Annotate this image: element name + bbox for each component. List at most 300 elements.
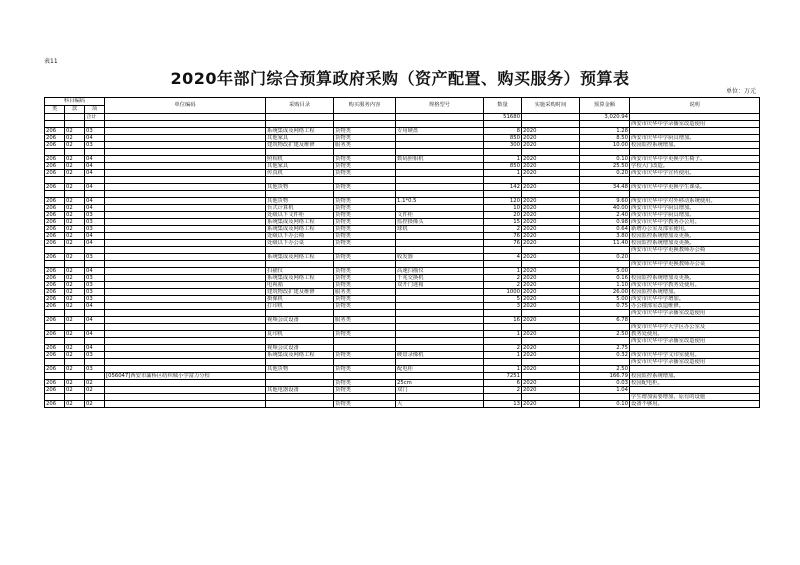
cell-amount: 0.98 bbox=[580, 219, 630, 226]
cell-spec: 监控摄像头 bbox=[396, 219, 484, 226]
cell-note: 新增办公室及部室使用。 bbox=[630, 226, 760, 233]
cell-qty: 2 bbox=[484, 387, 522, 394]
cell-note: 校园监控系统增加。 bbox=[630, 289, 760, 296]
cell-spec: 大 bbox=[396, 401, 484, 408]
cell-amount: 10.00 bbox=[580, 142, 630, 149]
cell-kuan: 02 bbox=[65, 282, 85, 289]
cell-lei: 206 bbox=[45, 282, 65, 289]
cell-service: 货物类 bbox=[334, 128, 396, 135]
cell-lei: 206 bbox=[45, 254, 65, 261]
cell-xiang bbox=[85, 261, 105, 268]
table-row bbox=[45, 289, 760, 296]
cell-amount: 8.50 bbox=[580, 135, 630, 142]
cell-spec bbox=[396, 289, 484, 296]
cell-spec bbox=[396, 184, 484, 191]
cell-amount: 40.00 bbox=[580, 205, 630, 212]
cell-unit-code bbox=[105, 380, 266, 387]
cell-kuan: 02 bbox=[65, 289, 85, 296]
cell-service bbox=[334, 191, 396, 198]
cell-spec: 收发器 bbox=[396, 254, 484, 261]
table-row bbox=[45, 184, 760, 191]
cell-unit-code bbox=[105, 317, 266, 324]
table-row bbox=[45, 282, 760, 289]
cell-xiang: 04 bbox=[85, 233, 105, 240]
cell-time: 2020 bbox=[522, 240, 580, 247]
cell-time bbox=[522, 394, 580, 401]
cell-xiang: 04 bbox=[85, 303, 105, 310]
table-row bbox=[45, 247, 760, 254]
cell-note: 西安市庆华中学厨具增加。 bbox=[630, 205, 760, 212]
cell-catalog: 处级以下办公椅 bbox=[266, 233, 334, 240]
cell-lei bbox=[45, 310, 65, 317]
cell-spec: 高速扫描仪 bbox=[396, 268, 484, 275]
cell-kuan: 02 bbox=[65, 212, 85, 219]
cell-kuan bbox=[65, 394, 85, 401]
cell-spec bbox=[396, 121, 484, 128]
cell-service bbox=[334, 247, 396, 254]
cell-xiang: 04 bbox=[85, 317, 105, 324]
cell-xiang: 04 bbox=[85, 135, 105, 142]
cell-lei bbox=[45, 338, 65, 345]
cell-kuan: 02 bbox=[65, 254, 85, 261]
cell-service: 货物类 bbox=[334, 233, 396, 240]
cell-catalog: 打印机 bbox=[266, 303, 334, 310]
cell-unit-code bbox=[105, 156, 266, 163]
cell-qty: 16 bbox=[484, 317, 522, 324]
cell-qty bbox=[484, 149, 522, 156]
cell-qty bbox=[484, 177, 522, 184]
cell-time: 2020 bbox=[522, 156, 580, 163]
cell-spec bbox=[396, 338, 484, 345]
cell-service: 货物类 bbox=[334, 303, 396, 310]
cell-qty: 3 bbox=[484, 303, 522, 310]
cell-amount bbox=[580, 191, 630, 198]
cell-note: 西安市庆华中学厨具增加。 bbox=[630, 135, 760, 142]
cell-catalog: 系统集成及网络工程 bbox=[266, 352, 334, 359]
cell-lei: 206 bbox=[45, 212, 65, 219]
cell-lei: 206 bbox=[45, 401, 65, 408]
cell-unit-code bbox=[105, 184, 266, 191]
cell-amount: 1.04 bbox=[580, 387, 630, 394]
cell-xiang: 04 bbox=[85, 268, 105, 275]
cell-note: 教务处使用。 bbox=[630, 331, 760, 338]
cell-xiang bbox=[85, 177, 105, 184]
cell-service bbox=[334, 359, 396, 366]
table-row bbox=[45, 317, 760, 324]
cell-catalog: 其他家具 bbox=[266, 163, 334, 170]
cell-note: 设备不够用。 bbox=[630, 401, 760, 408]
cell-catalog: 系统集成及网络工程 bbox=[266, 275, 334, 282]
cell-time bbox=[522, 310, 580, 317]
cell-note: 西安市庆华中学录播室改造使用 bbox=[630, 359, 760, 366]
cell-service: 货物类 bbox=[334, 268, 396, 275]
cell-qty: 850 bbox=[484, 163, 522, 170]
table-row bbox=[45, 296, 760, 303]
cell-spec bbox=[396, 191, 484, 198]
cell-note: 校园监控系统增加及更换。 bbox=[630, 275, 760, 282]
cell-lei: 206 bbox=[45, 303, 65, 310]
cell-amount: 2.50 bbox=[580, 366, 630, 373]
cell-kuan: 02 bbox=[65, 380, 85, 387]
cell-xiang bbox=[85, 149, 105, 156]
cell-time: 2020 bbox=[522, 170, 580, 177]
table-row bbox=[45, 310, 760, 317]
cell-spec: 配电柜 bbox=[396, 366, 484, 373]
cell-xiang bbox=[85, 121, 105, 128]
cell-lei: 206 bbox=[45, 380, 65, 387]
cell-kuan: 02 bbox=[65, 128, 85, 135]
cell-unit-code bbox=[105, 198, 266, 205]
cell-amount: 6.78 bbox=[580, 317, 630, 324]
cell-spec: 球机 bbox=[396, 226, 484, 233]
cell-service: 货物类 bbox=[334, 163, 396, 170]
cell-spec bbox=[396, 233, 484, 240]
cell-note: 西安市庆华中学文印室使用。 bbox=[630, 352, 760, 359]
cell-qty: 76 bbox=[484, 240, 522, 247]
cell-time bbox=[522, 359, 580, 366]
cell-service bbox=[334, 338, 396, 345]
cell-xiang: 03 bbox=[85, 275, 105, 282]
cell-time: 2020 bbox=[522, 317, 580, 324]
cell-note: 学校大门改造。 bbox=[630, 163, 760, 170]
table-row bbox=[45, 170, 760, 177]
cell-unit-code bbox=[105, 324, 266, 331]
cell-time: 2020 bbox=[522, 142, 580, 149]
cell-qty: 1 bbox=[484, 331, 522, 338]
cell-spec: 25cm bbox=[396, 380, 484, 387]
cell-xiang: 04 bbox=[85, 156, 105, 163]
table-row bbox=[45, 394, 760, 401]
cell-lei: 206 bbox=[45, 219, 65, 226]
table-row bbox=[45, 114, 760, 121]
cell-catalog bbox=[266, 310, 334, 317]
cell-kuan: 02 bbox=[65, 317, 85, 324]
cell-kuan bbox=[65, 121, 85, 128]
cell-service bbox=[334, 177, 396, 184]
cell-xiang bbox=[85, 394, 105, 401]
cell-amount: 0.64 bbox=[580, 226, 630, 233]
cell-note: 西安市庆华中学厨具增加。 bbox=[630, 212, 760, 219]
cell-unit-code bbox=[105, 149, 266, 156]
header-subject-code: 科目编码 bbox=[45, 98, 105, 106]
cell-amount: 166.79 bbox=[580, 373, 630, 380]
cell-qty bbox=[484, 247, 522, 254]
cell-lei bbox=[45, 324, 65, 331]
table-row bbox=[45, 177, 760, 184]
cell-time bbox=[522, 114, 580, 121]
cell-amount: 0.10 bbox=[580, 401, 630, 408]
cell-unit-code bbox=[105, 275, 266, 282]
cell-unit-code bbox=[105, 205, 266, 212]
header-qty: 数量 bbox=[484, 98, 522, 114]
cell-service bbox=[334, 149, 396, 156]
cell-qty bbox=[484, 338, 522, 345]
cell-spec bbox=[396, 149, 484, 156]
cell-xiang: 03 bbox=[85, 212, 105, 219]
cell-catalog: 处级以下文件柜 bbox=[266, 212, 334, 219]
cell-qty: 300 bbox=[484, 142, 522, 149]
cell-qty: 7251 bbox=[484, 373, 522, 380]
cell-unit-code bbox=[105, 338, 266, 345]
cell-lei: 206 bbox=[45, 387, 65, 394]
table-row bbox=[45, 191, 760, 198]
cell-service: 货物类 bbox=[334, 380, 396, 387]
cell-amount bbox=[580, 247, 630, 254]
cell-catalog: 其他电器设备 bbox=[266, 387, 334, 394]
header-catalog: 采购目录 bbox=[266, 98, 334, 114]
cell-kuan: 02 bbox=[65, 275, 85, 282]
cell-spec: 1.1*0.5 bbox=[396, 198, 484, 205]
cell-note: 西安市庆华中学录播室改造使用 bbox=[630, 121, 760, 128]
cell-spec bbox=[396, 114, 484, 121]
cell-xiang: 03 bbox=[85, 352, 105, 359]
cell-service: 货物类 bbox=[334, 254, 396, 261]
cell-catalog bbox=[266, 177, 334, 184]
cell-amount bbox=[580, 121, 630, 128]
cell-unit-code bbox=[105, 226, 266, 233]
cell-qty: 1 bbox=[484, 268, 522, 275]
cell-catalog: 电视箱 bbox=[266, 282, 334, 289]
cell-catalog: 其他货物 bbox=[266, 184, 334, 191]
cell-spec bbox=[396, 296, 484, 303]
cell-qty bbox=[484, 359, 522, 366]
cell-catalog: 视频会议设备 bbox=[266, 317, 334, 324]
cell-qty bbox=[484, 121, 522, 128]
cell-kuan: 02 bbox=[65, 135, 85, 142]
cell-xiang: 03 bbox=[85, 282, 105, 289]
table-row bbox=[45, 163, 760, 170]
cell-amount bbox=[580, 261, 630, 268]
cell-amount: 1.10 bbox=[580, 282, 630, 289]
cell-qty: 1 bbox=[484, 352, 522, 359]
header-lei: 类 bbox=[45, 106, 65, 114]
cell-qty: 8 bbox=[484, 128, 522, 135]
header-service: 购买服务内容 bbox=[334, 98, 396, 114]
cell-amount bbox=[580, 310, 630, 317]
cell-kuan: 02 bbox=[65, 219, 85, 226]
cell-service: 货物类 bbox=[334, 205, 396, 212]
cell-lei: 206 bbox=[45, 289, 65, 296]
cell-spec bbox=[396, 310, 484, 317]
cell-qty bbox=[484, 191, 522, 198]
cell-spec bbox=[396, 205, 484, 212]
table-row bbox=[45, 387, 760, 394]
cell-unit-code bbox=[105, 261, 266, 268]
cell-service: 货物类 bbox=[334, 240, 396, 247]
table-row bbox=[45, 156, 760, 163]
cell-unit-code bbox=[105, 247, 266, 254]
header-note: 说明 bbox=[630, 98, 760, 114]
cell-kuan: 02 bbox=[65, 163, 85, 170]
cell-time: 2020 bbox=[522, 184, 580, 191]
cell-xiang: 04 bbox=[85, 331, 105, 338]
cell-unit-code bbox=[105, 233, 266, 240]
header-amount: 预算金额 bbox=[580, 98, 630, 114]
cell-spec bbox=[396, 359, 484, 366]
cell-catalog: 台式计算机 bbox=[266, 205, 334, 212]
cell-xiang: 03 bbox=[85, 226, 105, 233]
cell-time: 2020 bbox=[522, 212, 580, 219]
cell-unit-code bbox=[105, 191, 266, 198]
cell-qty: 120 bbox=[484, 198, 522, 205]
cell-qty bbox=[484, 394, 522, 401]
cell-time bbox=[522, 373, 580, 380]
cell-amount bbox=[580, 149, 630, 156]
cell-note: 校园监控系统增加。 bbox=[630, 373, 760, 380]
cell-catalog bbox=[266, 324, 334, 331]
cell-kuan: 02 bbox=[65, 352, 85, 359]
cell-qty: 2 bbox=[484, 345, 522, 352]
cell-kuan: 02 bbox=[65, 401, 85, 408]
cell-note: 西安市庆华中学大学区办公室及 bbox=[630, 324, 760, 331]
cell-spec bbox=[396, 142, 484, 149]
cell-qty: 1 bbox=[484, 366, 522, 373]
cell-catalog bbox=[266, 261, 334, 268]
cell-catalog: 其他货物 bbox=[266, 198, 334, 205]
cell-note bbox=[630, 268, 760, 275]
cell-spec bbox=[396, 324, 484, 331]
cell-amount: 3.80 bbox=[580, 233, 630, 240]
cell-time bbox=[522, 247, 580, 254]
table-row bbox=[45, 205, 760, 212]
cell-time: 2020 bbox=[522, 303, 580, 310]
cell-catalog bbox=[266, 191, 334, 198]
cell-catalog: 建筑物改扩建及维修 bbox=[266, 142, 334, 149]
cell-unit-code bbox=[105, 219, 266, 226]
cell-spec: 硬盘录像机 bbox=[396, 352, 484, 359]
header-row-1 bbox=[45, 98, 760, 106]
cell-xiang: 03 bbox=[85, 366, 105, 373]
table-body bbox=[45, 114, 760, 408]
cell-xiang: 03 bbox=[85, 128, 105, 135]
table-row bbox=[45, 135, 760, 142]
cell-spec bbox=[396, 373, 484, 380]
cell-amount: 1.28 bbox=[580, 128, 630, 135]
cell-kuan bbox=[65, 177, 85, 184]
cell-kuan: 02 bbox=[65, 331, 85, 338]
cell-note: 西安市庆华中学宣传使用。 bbox=[630, 170, 760, 177]
cell-amount: 2.40 bbox=[580, 212, 630, 219]
cell-amount: 34.48 bbox=[580, 184, 630, 191]
table-row bbox=[45, 401, 760, 408]
table-row bbox=[45, 345, 760, 352]
cell-spec bbox=[396, 177, 484, 184]
cell-note bbox=[630, 128, 760, 135]
cell-qty: 1 bbox=[484, 170, 522, 177]
cell-catalog: 处级以下办公桌 bbox=[266, 240, 334, 247]
cell-kuan: 02 bbox=[65, 205, 85, 212]
cell-unit-code bbox=[105, 345, 266, 352]
cell-spec bbox=[396, 331, 484, 338]
cell-time bbox=[522, 149, 580, 156]
table-row bbox=[45, 331, 760, 338]
cell-catalog: 摄像机 bbox=[266, 296, 334, 303]
cell-lei: 206 bbox=[45, 317, 65, 324]
table-row bbox=[45, 380, 760, 387]
table-row bbox=[45, 142, 760, 149]
cell-spec bbox=[396, 247, 484, 254]
cell-service: 货物类 bbox=[334, 184, 396, 191]
cell-note: 学生增加需要增加，原有的设施 bbox=[630, 394, 760, 401]
cell-service: 货物类 bbox=[334, 296, 396, 303]
cell-lei bbox=[45, 247, 65, 254]
cell-xiang bbox=[85, 373, 105, 380]
cell-unit-code bbox=[105, 177, 266, 184]
cell-time: 2020 bbox=[522, 380, 580, 387]
cell-service bbox=[334, 261, 396, 268]
cell-lei bbox=[45, 149, 65, 156]
cell-time: 2020 bbox=[522, 352, 580, 359]
cell-catalog bbox=[266, 338, 334, 345]
cell-service: 货物类 bbox=[334, 275, 396, 282]
header-unit-code: 单位编码 bbox=[105, 98, 266, 114]
table-row bbox=[45, 338, 760, 345]
cell-qty: 13 bbox=[484, 401, 522, 408]
cell-catalog: 复印机 bbox=[266, 331, 334, 338]
table-row bbox=[45, 324, 760, 331]
cell-service: 货物类 bbox=[334, 226, 396, 233]
table-row bbox=[45, 240, 760, 247]
cell-xiang: 04 bbox=[85, 198, 105, 205]
cell-spec: 千兆交换机 bbox=[396, 275, 484, 282]
cell-lei bbox=[45, 191, 65, 198]
cell-catalog bbox=[266, 380, 334, 387]
cell-time: 2020 bbox=[522, 366, 580, 373]
cell-note: 西安市庆华中学更换学生椅子。 bbox=[630, 156, 760, 163]
cell-lei: 206 bbox=[45, 184, 65, 191]
cell-xiang: 04 bbox=[85, 240, 105, 247]
cell-kuan: 02 bbox=[65, 366, 85, 373]
cell-note bbox=[630, 317, 760, 324]
cell-kuan: 02 bbox=[65, 170, 85, 177]
cell-time: 2020 bbox=[522, 205, 580, 212]
cell-service bbox=[334, 394, 396, 401]
cell-kuan bbox=[65, 114, 85, 121]
cell-note bbox=[630, 177, 760, 184]
cell-note: 校园配电柜。 bbox=[630, 380, 760, 387]
cell-qty: 5 bbox=[484, 296, 522, 303]
cell-kuan bbox=[65, 373, 85, 380]
cell-spec: 文件柜 bbox=[396, 212, 484, 219]
cell-amount: 0.03 bbox=[580, 380, 630, 387]
cell-lei bbox=[45, 261, 65, 268]
header-time: 实施采购时间 bbox=[522, 98, 580, 114]
cell-time: 2020 bbox=[522, 233, 580, 240]
cell-unit-code bbox=[105, 387, 266, 394]
cell-catalog: 传真机 bbox=[266, 170, 334, 177]
cell-lei: 206 bbox=[45, 142, 65, 149]
table-row bbox=[45, 219, 760, 226]
cell-service: 货物类 bbox=[334, 282, 396, 289]
cell-xiang: 04 bbox=[85, 163, 105, 170]
cell-kuan: 02 bbox=[65, 198, 85, 205]
cell-qty: 2 bbox=[484, 226, 522, 233]
cell-unit-code bbox=[105, 394, 266, 401]
cell-qty: 850 bbox=[484, 135, 522, 142]
cell-service: 服务类 bbox=[334, 142, 396, 149]
cell-unit-code bbox=[105, 366, 266, 373]
cell-note bbox=[630, 191, 760, 198]
cell-lei: 206 bbox=[45, 135, 65, 142]
cell-unit-code bbox=[105, 331, 266, 338]
table-row bbox=[45, 275, 760, 282]
cell-xiang: 04 bbox=[85, 205, 105, 212]
cell-time: 2020 bbox=[522, 296, 580, 303]
cell-qty bbox=[484, 310, 522, 317]
cell-unit-code bbox=[105, 135, 266, 142]
cell-lei bbox=[45, 121, 65, 128]
cell-kuan: 02 bbox=[65, 156, 85, 163]
